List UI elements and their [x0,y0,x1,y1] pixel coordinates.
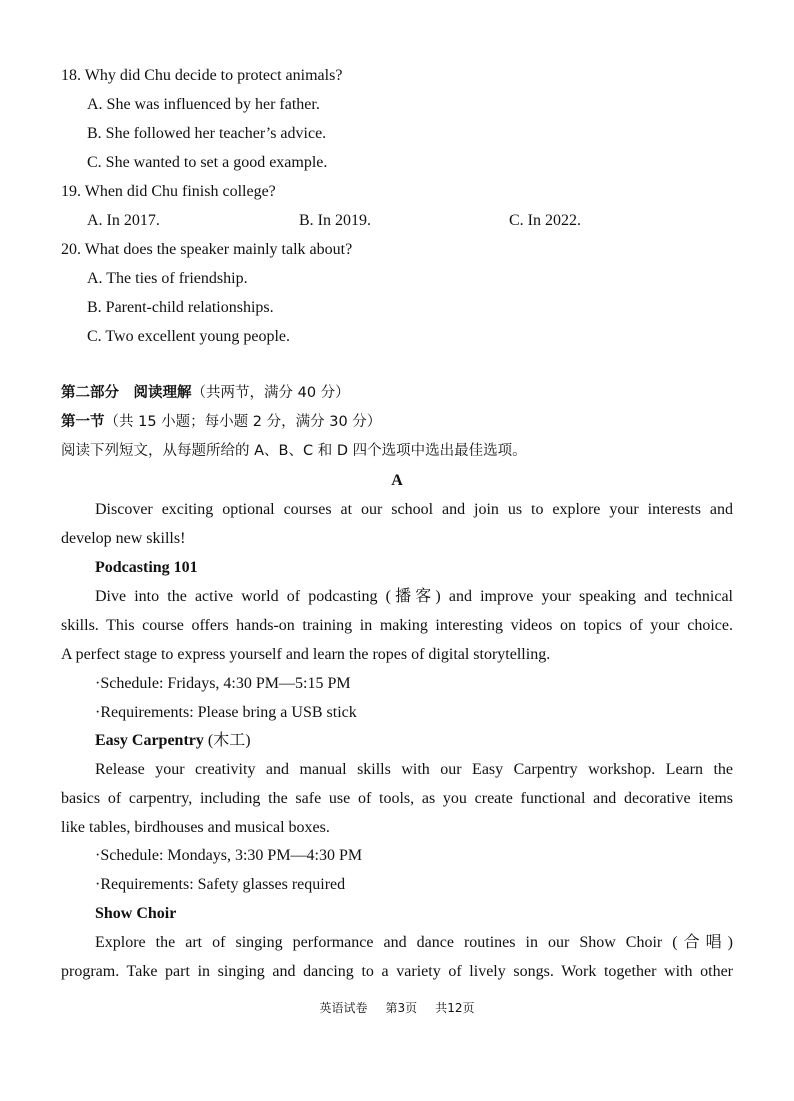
question-19-option-c: C. In 2022. [509,212,581,229]
course-carpentry-title [95,731,767,751]
course-podcasting-schedule: ·Schedule: Fridays, 4:30 PM—5:15 PM [95,675,351,692]
page-footer [0,999,794,1016]
question-18-option-b: B. She followed her teacher’s advice. [87,125,327,142]
course-carpentry-title-text: Easy Carpentry [95,732,204,749]
course-carpentry-desc-line-3: like tables, birdhouses and musical boxes. [61,819,330,836]
footer-page-number: 第3页 [385,1001,418,1015]
part2-heading-title: 第二部分 阅读理解 [61,385,192,401]
question-20-option-a: A. The ties of friendship. [87,270,248,287]
passage-intro-line-1: Discover exciting optional courses at our school and join us to explore your interests and [95,501,733,518]
section1-heading-title: 第一节 [61,414,105,430]
part2-heading [61,383,733,403]
question-20-option-b: B. Parent-child relationships. [87,299,274,316]
question-20-option-c: C. Two excellent young people. [87,328,290,345]
course-carpentry-requirements: ·Requirements: Safety glasses required [95,876,346,893]
course-carpentry-schedule: ·Schedule: Mondays, 3:30 PM—4:30 PM [95,847,363,864]
course-podcasting-requirements: ·Requirements: Please bring a USB stick [95,704,357,721]
question-19-stem: 19. When did Chu finish college? [61,183,276,200]
course-choir-desc-line-1: Explore the art of singing performance and dance routines in our Show Choir (合唱) [95,934,733,951]
passage-intro-line-2: develop new skills! [61,530,186,547]
part2-heading-score: （共两节，满分 40 分） [191,385,350,401]
question-20-stem: 20. What does the speaker mainly talk about? [61,241,353,258]
footer-subject: 英语试卷 [319,1001,368,1015]
course-podcasting-title: Podcasting 101 [95,559,198,576]
passage-label: A [391,472,403,489]
section1-instruction: 阅读下列短文，从每题所给的 A、B、C 和 D 四个选项中选出最佳选项。 [61,443,527,459]
question-19-option-b: B. In 2019. [299,212,371,229]
question-18-option-c: C. She wanted to set a good example. [87,154,328,171]
course-podcasting-desc-line-1: Dive into the active world of podcasting (播客) and improve your speaking and technical [95,588,733,605]
course-carpentry-title-note: (木工) [203,732,251,749]
course-podcasting-desc-line-2: skills. This course offers hands-on training in making interesting videos on topics of your choice. [61,617,733,634]
course-choir-desc-line-2: program. Take part in singing and dancing to a variety of lively songs. Work together with other [61,963,733,980]
question-18-option-a: A. She was influenced by her father. [87,96,320,113]
section1-heading-score: （共 15 小题；每小题 2 分，满分 30 分） [104,414,382,430]
section1-heading [61,412,733,432]
course-choir-title: Show Choir [95,905,177,922]
course-carpentry-desc-line-2: basics of carpentry, including the safe use of tools, as you create functional and decorative items [61,790,733,807]
course-carpentry-desc-line-1: Release your creativity and manual skills with our Easy Carpentry workshop. Learn the [95,761,733,778]
footer-total-pages: 共12页 [435,1001,475,1015]
course-podcasting-desc-line-3: A perfect stage to express yourself and learn the ropes of digital storytelling. [61,646,551,663]
question-18-stem: 18. Why did Chu decide to protect animals? [61,67,343,84]
question-19-option-a: A. In 2017. [87,212,160,229]
